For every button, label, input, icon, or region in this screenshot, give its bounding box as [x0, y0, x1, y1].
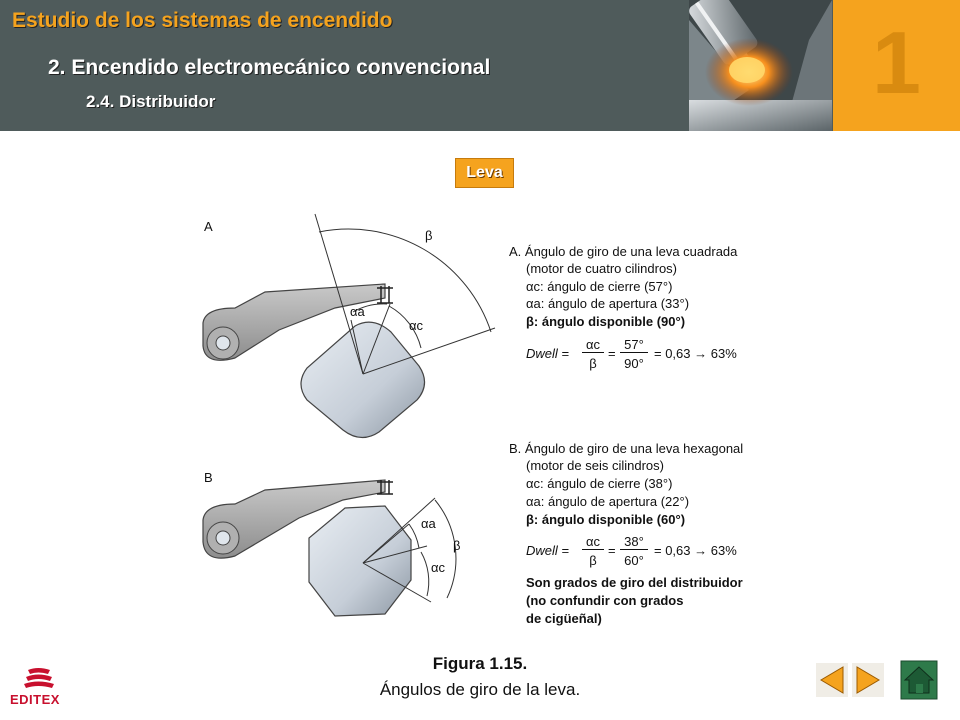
frac2-den-a: 90°: [624, 356, 644, 371]
label-a: A: [204, 219, 213, 234]
editex-logo: [8, 666, 74, 710]
frac2-num-a: 57°: [620, 337, 648, 353]
frac1-num-a: αc: [582, 337, 604, 353]
text-b-line4: αa: ángulo de apertura (22°): [526, 494, 690, 509]
dwell-label-b: Dwell =: [526, 543, 569, 558]
triangle-right-icon: [852, 663, 884, 697]
page-title: Estudio de los sistemas de encendido: [12, 9, 393, 32]
text-a-line5: β: ángulo disponible (90°): [526, 314, 686, 329]
leva-badge: Leva: [455, 158, 514, 188]
dwell-label-a: Dwell =: [526, 346, 569, 361]
cam-figure: [195, 208, 515, 628]
next-button[interactable]: [852, 663, 884, 697]
frac1-den-a: β: [589, 356, 597, 371]
frac2-den-b: 60°: [624, 553, 644, 568]
text-a-line4: αa: ángulo de apertura (33°): [526, 296, 690, 311]
home-icon: [900, 660, 938, 700]
text-b-line2: (motor de seis cilindros): [526, 458, 664, 473]
result-a: = 0,63 → 63%: [654, 346, 737, 361]
text-b-line1: B. Ángulo de giro de una leva hexagonal: [509, 441, 744, 456]
note-line3: de cigüeñal): [526, 611, 602, 626]
text-b-line5: β: ángulo disponible (60°): [526, 512, 686, 527]
square-cam: [301, 322, 425, 437]
figure-caption-text: Ángulos de giro de la leva.: [379, 680, 581, 699]
equals-a: =: [608, 346, 616, 361]
note-line2: (no confundir con grados: [526, 593, 684, 608]
label-b: B: [204, 470, 213, 485]
triangle-left-icon: [816, 663, 848, 697]
editex-logo-text: EDITEX: [10, 692, 60, 707]
alpha-a-label-b: αa: [421, 516, 436, 531]
equals-b: =: [608, 543, 616, 558]
frac2-num-b: 38°: [620, 534, 648, 550]
frac1-num-b: αc: [582, 534, 604, 550]
header-bar: [0, 0, 960, 131]
section-title: 2. Encendido electromecánico convencional: [48, 56, 491, 79]
home-button[interactable]: [900, 660, 938, 700]
hexagonal-cam: [309, 506, 411, 616]
note-line1: Son grados de giro del distribuidor: [526, 575, 743, 590]
beta-label-a: β: [425, 228, 433, 243]
alpha-a-label-a: αa: [350, 304, 365, 319]
alpha-c-label-b: αc: [431, 560, 446, 575]
text-b-line3: αc: ángulo de cierre (38°): [526, 476, 673, 491]
chapter-number: 1: [872, 13, 921, 112]
cam-diagram: [195, 208, 515, 628]
beta-label-b: β: [453, 538, 461, 553]
text-a-line1: A. Ángulo de giro de una leva cuadrada: [509, 244, 738, 259]
figure-caption-number: Figura 1.15.: [432, 654, 528, 673]
result-b: = 0,63 → 63%: [654, 543, 737, 558]
text-a-line3: αc: ángulo de cierre (57°): [526, 279, 673, 294]
alpha-c-label-a: αc: [409, 318, 424, 333]
chapter-number-box: [833, 0, 960, 131]
frac1-den-b: β: [589, 553, 597, 568]
prev-button[interactable]: [816, 663, 848, 697]
subsection-title: 2.4. Distribuidor: [86, 92, 216, 111]
spark-plug-image: [689, 0, 832, 131]
text-a-line2: (motor de cuatro cilindros): [526, 261, 677, 276]
